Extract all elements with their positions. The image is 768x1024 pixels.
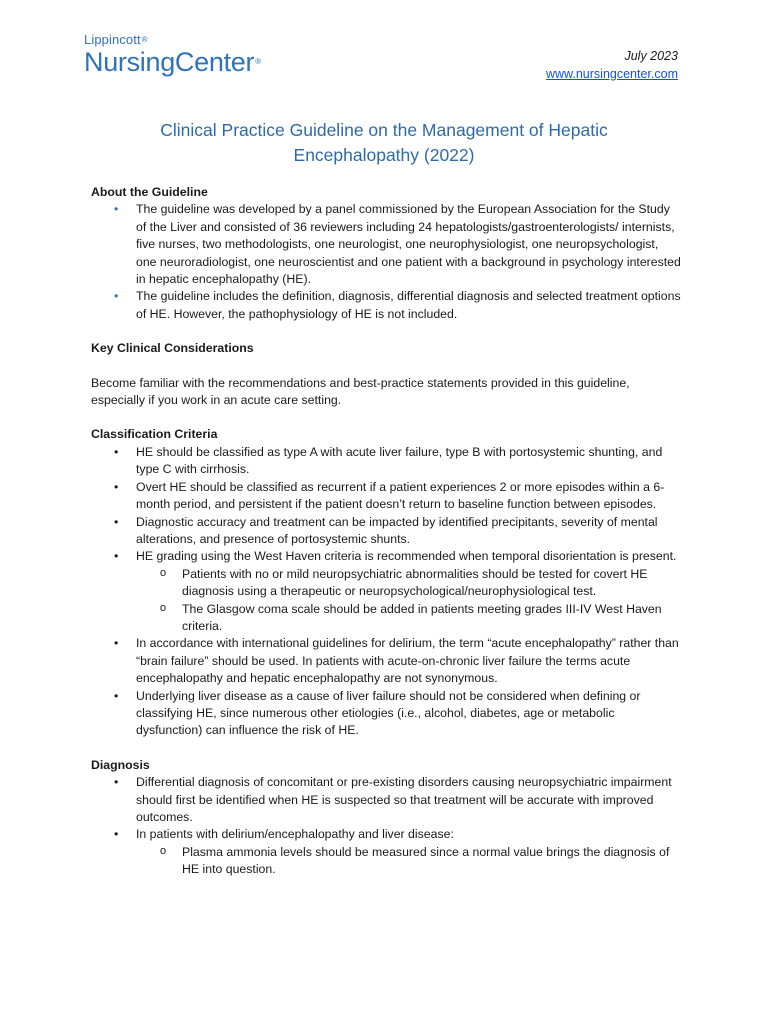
list-item: • Underlying liver disease as a cause of liver failure should not be considered when defining or classifying HE, since numerous other etiologies (i.e., alcohol, diabetes, age or metabolic dysfunction) can influence the risk of HE. [91,688,681,740]
classification-list [91,444,681,740]
logo-reg-mark: ® [141,35,148,44]
logo-main-text: NursingCenter [84,47,255,77]
sub-list-item: o The Glasgow coma scale should be added in patients meeting grades III-IV West Haven criteria. [136,601,681,636]
title-line-2: Encephalopathy (2022) [293,145,475,165]
list-item: • Differential diagnosis of concomitant or pre-existing disorders causing neuropsychiatric impairment should first be identified when HE is suspected so that treatment will be accurate with improved outcomes. [91,774,681,826]
about-list [91,201,681,323]
list-item: • The guideline was developed by a panel commissioned by the European Association for the Study of the Liver and consisted of 36 reviewers including 24 hepatologists/gastroenterologists/ internists, five nurses, two methodologists, one neurologist, one neurophysiologist, one neuropsychologist, one neuroradiologist, one neuroscientist and one patient with a background in psychology interested in hepatic encephalopathy (HE). [91,201,681,288]
list-item [91,548,681,635]
title-line-1: Clinical Practice Guideline on the Management of Hepatic [160,120,608,140]
sub-list-item: o Plasma ammonia levels should be measured since a normal value brings the diagnosis of HE into question. [136,844,681,879]
website-link[interactable]: www.nursingcenter.com [545,67,678,81]
nursingcenter-logo [84,32,261,77]
key-considerations-text: Become familiar with the recommendations and best-practice statements provided in this guideline, especially if you work in an acute care setting. [91,375,630,408]
list-item-text: HE grading using the West Haven criteria is recommended when temporal disorientation is present. [136,549,677,564]
list-item [91,826,681,878]
list-item: • Diagnostic accuracy and treatment can be impacted by identified precipitants, severity of mental alterations, and presence of portosystemic shunts. [91,514,681,549]
list-item: • In accordance with international guidelines for delirium, the term “acute encephalopathy” rather than “brain failure” should be used. In patients with acute-on-chronic liver failure the terms acute encephalopathy and hepatic encephalopathy are not synonymous. [91,635,681,687]
classification-heading: Classification Criteria [91,427,218,442]
list-item: • The guideline includes the definition, diagnosis, differential diagnosis and selected treatment options of HE. However, the pathophysiology of HE is not included. [91,288,681,323]
publication-date: July 2023 [624,49,678,63]
diagnosis-list [91,774,681,878]
list-item: • Overt HE should be classified as recurrent if a patient experiences 2 or more episodes within a 6-month period, and persistent if the patient doesn’t return to baseline function between episodes. [91,479,681,514]
page-title [90,118,678,168]
sub-list [136,566,681,636]
list-item: • HE should be classified as type A with acute liver failure, type B with portosystemic shunting, and type C with cirrhosis. [91,444,681,479]
diagnosis-heading: Diagnosis [91,757,150,772]
about-heading: About the Guideline [91,185,208,199]
document-body [91,184,681,879]
logo-top-text: Lippincott [84,32,141,47]
logo-reg-mark-main: ® [255,57,261,66]
sub-list-item: o Patients with no or mild neuropsychiatric abnormalities should be tested for covert HE diagnosis using a therapeutic or neuropsychological/neurophysiological test. [136,566,681,601]
header-meta [546,47,678,83]
key-considerations-heading: Key Clinical Considerations [91,341,254,356]
sub-list [136,844,681,879]
list-item-text: In patients with delirium/encephalopathy and liver disease: [136,827,454,842]
